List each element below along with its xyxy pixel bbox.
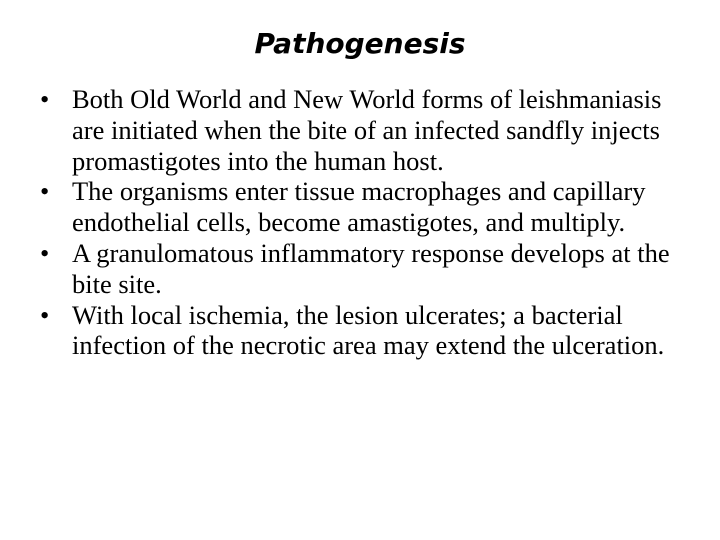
bullet-list [36,84,696,361]
bullet-item [36,84,696,176]
bullet-text: Both Old World and New World forms of leishmaniasis are initiated when the bite of an infected sandfly injects promastigotes into the human host. [72,84,662,176]
bullet-item [36,300,696,362]
slide-title: Pathogenesis [254,27,466,60]
bullet-icon: • [40,176,50,207]
bullet-icon: • [40,299,50,330]
bullet-text: The organisms enter tissue macrophages and capillary endothelial cells, become amastigotes, and multiply. [72,176,646,238]
bullet-item [36,238,696,300]
bullet-icon: • [40,237,50,268]
bullet-text: With local ischemia, the lesion ulcerates; a bacterial infection of the necrotic area may extend the ulceration. [72,299,665,361]
bullet-icon: • [40,84,50,114]
bullet-text: A granulomatous inflammatory response develops at the bite site. [72,237,670,299]
bullet-item [36,176,696,238]
